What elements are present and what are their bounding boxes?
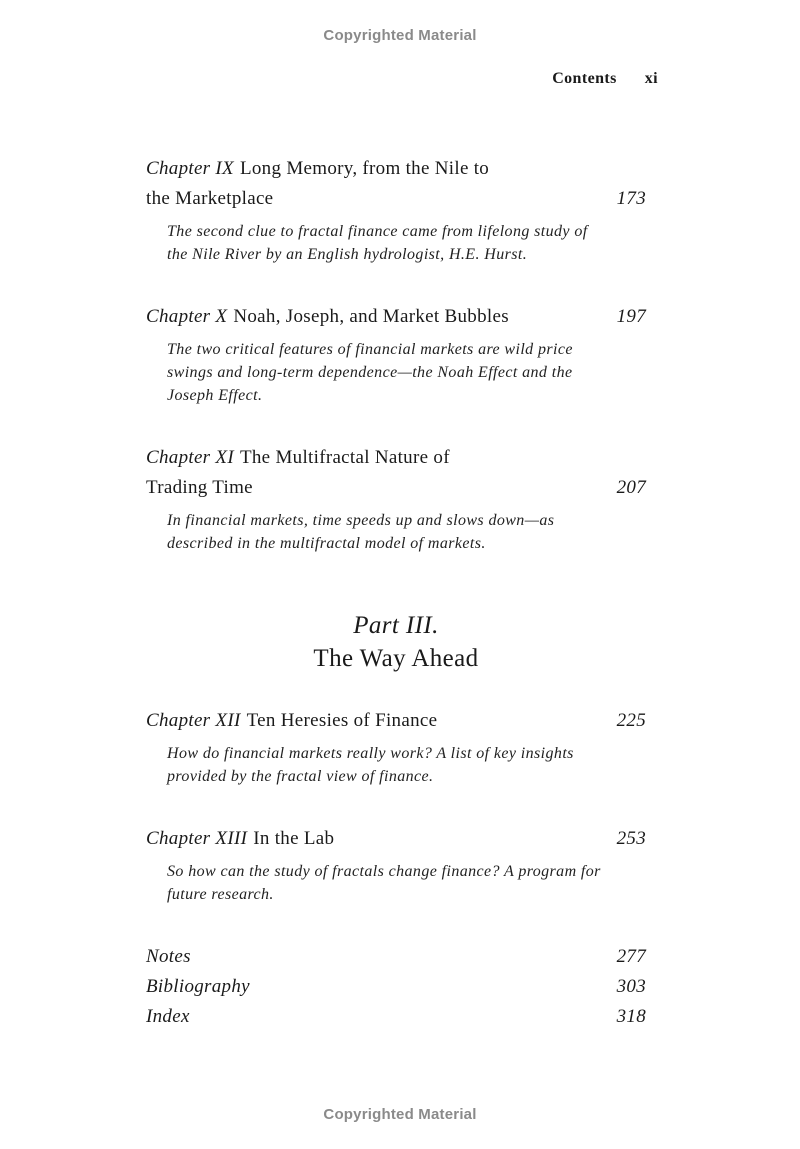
toc-entry-chapter-11[interactable] [146,443,646,555]
chapter-title: In the Lab [253,828,335,849]
toc-entry-chapter-10[interactable] [146,302,646,407]
part-heading [146,609,646,675]
chapter-page-number: 225 [616,710,646,731]
toc-entry-notes[interactable] [146,942,646,972]
chapter-description [167,220,627,266]
chapter-title-line-2: the Marketplace [146,188,274,209]
chapter-heading[interactable] [146,154,646,184]
description-line: swings and long-term dependence—the Noah Effect and the [167,364,573,381]
toc-entry-bibliography[interactable] [146,972,646,1002]
description-line: future research. [167,886,274,903]
chapter-page-number: 207 [616,477,646,498]
back-matter-label: Index [146,1006,190,1027]
chapter-label: Chapter IX [146,158,234,179]
chapter-label: Chapter XII [146,710,241,731]
description-line: Joseph Effect. [167,387,263,404]
chapter-description [167,860,627,906]
chapter-description [167,509,627,555]
back-matter-label: Bibliography [146,976,250,997]
description-line: The two critical features of financial markets are wild price [167,341,573,358]
description-line: the Nile River by an English hydrologist, H.E. Hurst. [167,246,528,263]
chapter-heading[interactable] [146,302,646,332]
chapter-heading[interactable] [146,824,646,854]
chapter-heading-continued[interactable] [146,184,646,214]
chapter-page-number: 173 [616,188,646,209]
description-line: So how can the study of fractals change finance? A program for [167,863,601,880]
chapter-label: Chapter XI [146,447,234,468]
toc-entry-chapter-13[interactable] [146,824,646,906]
chapter-title-line-1: Long Memory, from the Nile to [239,158,490,179]
chapter-title-line-2: Trading Time [146,477,253,498]
part-title: The Way Ahead [313,645,479,672]
chapter-title-line-1: The Multifractal Nature of [239,447,450,468]
back-matter-page-number: 318 [616,1006,646,1027]
back-matter-label: Notes [146,946,191,967]
toc-entry-index[interactable] [146,1002,646,1032]
chapter-page-number: 197 [616,306,646,327]
running-head-title: Contents [552,70,617,87]
description-line: How do financial markets really work? A list of key insights [167,745,574,762]
running-head [552,70,658,88]
chapter-label: Chapter XIII [146,828,248,849]
description-line: The second clue to fractal finance came from lifelong study of [167,223,588,240]
back-matter-page-number: 303 [616,976,646,997]
back-matter-page-number: 277 [616,946,646,967]
part-number: Part III. [353,612,439,639]
chapter-heading[interactable] [146,706,646,736]
chapter-description [167,338,627,407]
toc-entry-chapter-9[interactable] [146,154,646,266]
chapter-heading-continued[interactable] [146,473,646,503]
back-matter-list [146,942,646,1032]
chapter-heading[interactable] [146,443,646,473]
running-head-page-number: xi [644,70,658,87]
description-line: provided by the fractal view of finance. [167,768,434,785]
description-line: In financial markets, time speeds up and slows down—as [167,512,555,529]
chapter-page-number: 253 [616,828,646,849]
toc-entry-chapter-12[interactable] [146,706,646,788]
chapter-description [167,742,627,788]
copyright-watermark-top: Copyrighted Material [323,27,477,44]
chapter-title: Noah, Joseph, and Market Bubbles [233,306,509,327]
copyright-watermark-bottom: Copyrighted Material [323,1106,477,1123]
chapter-title: Ten Heresies of Finance [246,710,438,731]
description-line: described in the multifractal model of markets. [167,535,486,552]
chapter-label: Chapter X [146,306,228,327]
